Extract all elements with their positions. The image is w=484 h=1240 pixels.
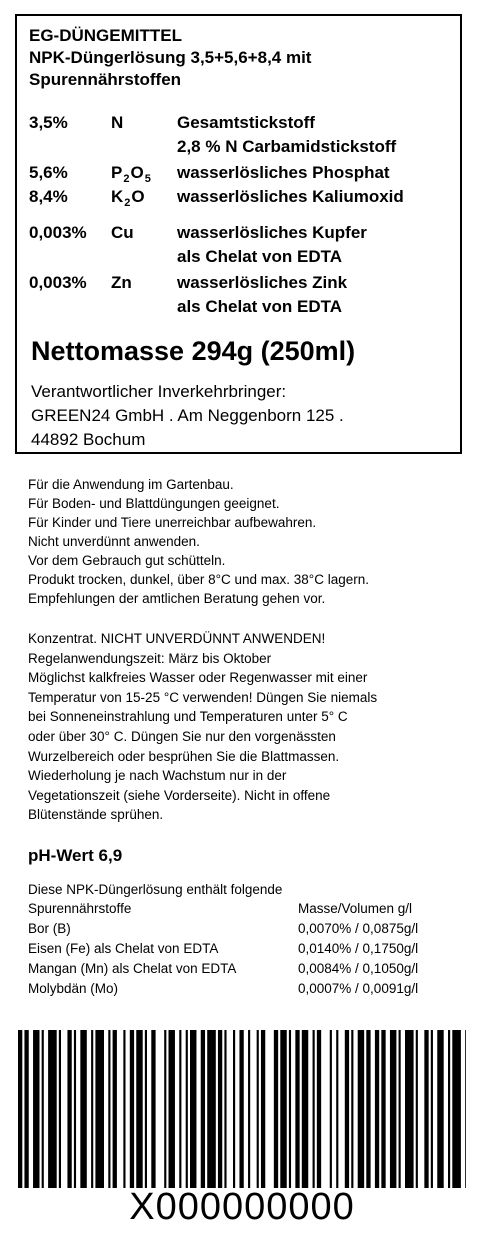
instruction-line: Wurzelbereich oder besprühen Sie die Blattmassen.	[28, 748, 340, 764]
trace-row	[28, 919, 452, 939]
instruction-line: Blütenstände sprühen.	[28, 807, 164, 823]
nutrient-row-n-extra	[29, 136, 456, 158]
nutrient-pct: 3,5%	[29, 113, 68, 132]
nutrient-row-zn	[29, 272, 456, 294]
trace-name: Molybdän (Mo)	[28, 981, 119, 996]
label-box	[15, 14, 462, 454]
barcode	[18, 1030, 466, 1188]
trace-name: Bor (B)	[28, 921, 71, 936]
trace-value: 0,0140% / 0,1750g/l	[298, 941, 419, 956]
instruction-line: oder über 30° C. Düngen Sie nur den vorgenässten	[28, 729, 336, 744]
usage-line: Nicht unverdünnt anwenden.	[28, 534, 200, 549]
nutrient-symbol: Zn	[111, 273, 132, 292]
nutrient-desc: wasserlösliches Kupfer	[177, 223, 367, 242]
nutrient-desc: 2,8 % N Carbamidstickstoff	[177, 137, 397, 156]
responsible-line1: Verantwortlicher Inverkehrbringer:	[31, 382, 287, 401]
trace-col-left: Spurennährstoffe	[28, 901, 132, 916]
nutrient-desc: Gesamtstickstoff	[177, 113, 315, 132]
nutrient-symbol: $P_2O_5$	[111, 163, 151, 185]
nutrient-row-cu-extra	[29, 246, 456, 268]
nutrient-row-p	[29, 162, 456, 184]
nutrient-pct: 8,4%	[29, 187, 68, 206]
instruction-line: Wiederholung je nach Wachstum nur in der	[28, 768, 287, 784]
instruction-line: Regelanwendungszeit: März bis Oktober	[28, 650, 272, 666]
trace-row	[28, 939, 452, 959]
trace-col-right: Masse/Volumen g/l	[298, 901, 413, 916]
nutrient-symbol: $K_2O$	[111, 187, 145, 209]
nutrient-symbol: N	[111, 113, 124, 132]
instruction-line: Vegetationszeit (siehe Vorderseite). Nicht in offene	[28, 787, 331, 803]
usage-line: Produkt trocken, dunkel, über 8°C und max. 38°C lagern.	[28, 572, 369, 587]
barcode-number: X000000000	[129, 1186, 355, 1228]
trace-value: 0,0084% / 0,1050g/l	[298, 961, 419, 976]
usage-line: Für Kinder und Tiere unerreichbar aufbewahren.	[28, 515, 317, 530]
instruction-line: Konzentrat. NICHT UNVERDÜNNT ANWENDEN!	[28, 631, 326, 646]
nutrient-row-k	[29, 186, 456, 208]
nutrient-desc: wasserlösliches Phosphat	[177, 163, 390, 182]
instruction-line: bei Sonneneinstrahlung und Temperaturen unter 5° C	[28, 709, 348, 725]
instruction-line: Möglichst kalkfreies Wasser oder Regenwasser mit einer	[28, 670, 368, 686]
usage-line: Empfehlungen der amtlichen Beratung gehen vor.	[28, 591, 326, 606]
nutrient-pct: 0,003%	[29, 273, 87, 292]
nutrient-desc: wasserlösliches Zink	[177, 273, 348, 292]
trace-header	[28, 899, 452, 919]
trace-row	[28, 959, 452, 979]
usage-line: Vor dem Gebrauch gut schütteln.	[28, 553, 226, 568]
usage-line: Für die Anwendung im Gartenbau.	[28, 477, 234, 492]
label-title: EG-DÜNGEMITTEL	[29, 26, 182, 45]
trace-row	[28, 979, 452, 999]
nutrient-desc: wasserlösliches Kaliumoxid	[177, 187, 404, 206]
trace-intro: Diese NPK-Düngerlösung enthält folgende	[28, 882, 283, 897]
label-subtitle-line1: NPK-Düngerlösung 3,5+5,6+8,4 mit	[29, 48, 312, 67]
instruction-line: Temperatur von 15-25 °C verwenden! Düngen Sie niemals	[28, 689, 378, 705]
ph-value: pH-Wert 6,9	[28, 846, 123, 865]
nutrient-pct: 0,003%	[29, 223, 87, 242]
trace-name: Eisen (Fe) als Chelat von EDTA	[28, 941, 219, 956]
nutrient-row-zn-extra	[29, 296, 456, 318]
trace-name: Mangan (Mn) als Chelat von EDTA	[28, 961, 237, 976]
nutrient-row-n	[29, 112, 456, 134]
nutrient-desc: als Chelat von EDTA	[177, 247, 342, 266]
responsible-line3: 44892 Bochum	[31, 430, 146, 449]
nutrient-symbol: Cu	[111, 223, 134, 242]
nutrient-desc: als Chelat von EDTA	[177, 297, 342, 316]
net-mass: Nettomasse 294g (250ml)	[31, 336, 356, 366]
trace-value: 0,0070% / 0,0875g/l	[298, 921, 419, 936]
nutrient-row-cu	[29, 222, 456, 244]
usage-line: Für Boden- und Blattdüngungen geeignet.	[28, 496, 280, 511]
responsible-line2: GREEN24 GmbH . Am Neggenborn 125 .	[31, 406, 344, 425]
label-subtitle-line2: Spurennährstoffen	[29, 70, 182, 89]
nutrient-pct: 5,6%	[29, 163, 68, 182]
trace-value: 0,0007% / 0,0091g/l	[298, 981, 419, 996]
